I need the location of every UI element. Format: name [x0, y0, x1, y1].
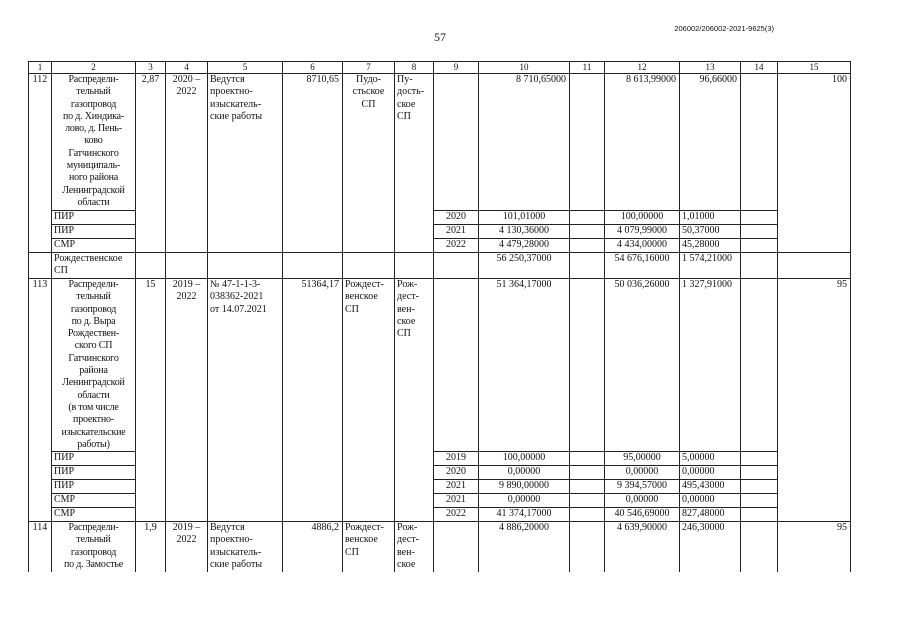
- regional-cell: 4 434,00000: [605, 239, 680, 253]
- local-cell: 1,01000: [680, 211, 741, 225]
- length-cell: 1,9: [136, 522, 166, 572]
- year-cell: 2021: [434, 480, 479, 494]
- empty-cell: [741, 466, 778, 480]
- empty-cell: [434, 253, 479, 279]
- regional-cell: 9 394,57000: [605, 480, 680, 494]
- local-cell: 0,00000: [680, 494, 741, 508]
- table-row: [29, 74, 851, 211]
- empty-cell: [208, 253, 283, 279]
- column-header: 2: [52, 62, 136, 74]
- empty-cell: [570, 466, 605, 480]
- settlement-cell: Рождест- венское СП: [343, 279, 395, 522]
- regional-cell: 95,00000: [605, 452, 680, 466]
- empty-cell: [741, 239, 778, 253]
- year-cell: 2022: [434, 508, 479, 522]
- empty-cell: [741, 480, 778, 494]
- settlement-cell: Рож- дест- вен- ское СП: [395, 279, 434, 522]
- document-code: 206002/206002-2021-9625(3): [674, 24, 774, 33]
- regional-cell: 4 079,99000: [605, 225, 680, 239]
- column-header: 6: [283, 62, 343, 74]
- stage-label: ПИР: [52, 452, 136, 466]
- regional-cell: 8 613,99000: [605, 74, 680, 211]
- year-cell: 2020: [434, 466, 479, 480]
- period-cell: 2020 – 2022: [166, 74, 208, 253]
- regional-cell: 50 036,26000: [605, 279, 680, 452]
- local-cell: 827,48000: [680, 508, 741, 522]
- readiness-cell: 95: [778, 279, 851, 522]
- column-header: 5: [208, 62, 283, 74]
- local-cell: 246,30000: [680, 522, 741, 572]
- stage-label: СМР: [52, 239, 136, 253]
- total-cell: 0,00000: [479, 494, 570, 508]
- empty-cell: [570, 253, 605, 279]
- stage-label: ПИР: [52, 480, 136, 494]
- empty-cell: [570, 480, 605, 494]
- empty-cell: [741, 279, 778, 452]
- total-cell: 56 250,37000: [479, 253, 570, 279]
- stage-label: СМР: [52, 508, 136, 522]
- local-cell: 495,43000: [680, 480, 741, 494]
- total-cell: 4 130,36000: [479, 225, 570, 239]
- year-cell: [434, 522, 479, 572]
- object-name: Распредели- тельный газопровод по д. Выра Рождествен- ского СП Гатчинского района Ленинградской области (в том числе проектно- изыскательские работы): [52, 279, 136, 452]
- cost-cell: 4886,2: [283, 522, 343, 572]
- empty-cell: [570, 225, 605, 239]
- empty-cell: [741, 253, 778, 279]
- column-header: 4: [166, 62, 208, 74]
- empty-cell: [395, 253, 434, 279]
- object-name: Распредели- тельный газопровод по д. Замостье: [52, 522, 136, 572]
- column-header: 14: [741, 62, 778, 74]
- length-cell: 2,87: [136, 74, 166, 253]
- total-cell: 4 886,20000: [479, 522, 570, 572]
- local-cell: 0,00000: [680, 466, 741, 480]
- empty-cell: [136, 253, 166, 279]
- regional-cell: 4 639,90000: [605, 522, 680, 572]
- column-header: 9: [434, 62, 479, 74]
- status-cell: Ведутся проектно- изыскатель- ские работы: [208, 74, 283, 253]
- empty-cell: [741, 522, 778, 572]
- period-cell: 2019 – 2022: [166, 279, 208, 522]
- stage-label: ПИР: [52, 211, 136, 225]
- empty-cell: [29, 253, 52, 279]
- empty-cell: [570, 279, 605, 452]
- empty-cell: [166, 253, 208, 279]
- year-cell: 2021: [434, 225, 479, 239]
- length-cell: 15: [136, 279, 166, 522]
- cost-cell: 51364,17: [283, 279, 343, 522]
- settlement-cell: Рождест- венское СП: [343, 522, 395, 572]
- local-cell: 50,37000: [680, 225, 741, 239]
- empty-cell: [741, 211, 778, 225]
- empty-cell: [343, 253, 395, 279]
- total-cell: 101,01000: [479, 211, 570, 225]
- row-number: 112: [29, 74, 52, 253]
- total-cell: 100,00000: [479, 452, 570, 466]
- year-cell: 2019: [434, 452, 479, 466]
- stage-label: ПИР: [52, 466, 136, 480]
- empty-cell: [741, 74, 778, 211]
- empty-cell: [778, 253, 851, 279]
- local-cell: 45,28000: [680, 239, 741, 253]
- status-cell: Ведутся проектно- изыскатель- ские работы: [208, 522, 283, 572]
- period-cell: 2019 – 2022: [166, 522, 208, 572]
- empty-cell: [283, 253, 343, 279]
- settlement-cell: Пу- дость- ское СП: [395, 74, 434, 253]
- regional-cell: 0,00000: [605, 466, 680, 480]
- empty-cell: [570, 494, 605, 508]
- regional-cell: 40 546,69000: [605, 508, 680, 522]
- empty-cell: [570, 74, 605, 211]
- settlement-cell: Пудо- стьское СП: [343, 74, 395, 253]
- stage-label: СМР: [52, 494, 136, 508]
- settlement-cell: Рож- дест- вен- ское: [395, 522, 434, 572]
- stage-label: ПИР: [52, 225, 136, 239]
- cost-cell: 8710,65: [283, 74, 343, 253]
- table-row: [29, 279, 851, 452]
- column-header: 7: [343, 62, 395, 74]
- year-cell: [434, 279, 479, 452]
- column-header: 13: [680, 62, 741, 74]
- year-cell: 2020: [434, 211, 479, 225]
- empty-cell: [741, 494, 778, 508]
- empty-cell: [570, 452, 605, 466]
- empty-cell: [570, 508, 605, 522]
- subtotal-label: Рождественское СП: [52, 253, 136, 279]
- empty-cell: [570, 211, 605, 225]
- column-header: 11: [570, 62, 605, 74]
- local-cell: 5,00000: [680, 452, 741, 466]
- local-cell: 1 327,91000: [680, 279, 741, 452]
- total-cell: 9 890,00000: [479, 480, 570, 494]
- regional-cell: 0,00000: [605, 494, 680, 508]
- year-cell: [434, 74, 479, 211]
- subtotal-row: [29, 253, 851, 279]
- regional-cell: 100,00000: [605, 211, 680, 225]
- total-cell: 51 364,17000: [479, 279, 570, 452]
- investment-table: [28, 61, 851, 572]
- total-cell: 8 710,65000: [479, 74, 570, 211]
- regional-cell: 54 676,16000: [605, 253, 680, 279]
- total-cell: 0,00000: [479, 466, 570, 480]
- empty-cell: [741, 508, 778, 522]
- total-cell: 4 479,28000: [479, 239, 570, 253]
- column-header: 15: [778, 62, 851, 74]
- empty-cell: [741, 225, 778, 239]
- year-cell: 2022: [434, 239, 479, 253]
- total-cell: 41 374,17000: [479, 508, 570, 522]
- page-number: 57: [434, 30, 446, 44]
- permit-cell: № 47-1-1-3- 038362-2021 от 14.07.2021: [208, 279, 283, 522]
- empty-cell: [570, 239, 605, 253]
- readiness-cell: 100: [778, 74, 851, 253]
- local-cell: 96,66000: [680, 74, 741, 211]
- readiness-cell: 95: [778, 522, 851, 572]
- table-row: [29, 522, 851, 572]
- column-header: 1: [29, 62, 52, 74]
- row-number: 114: [29, 522, 52, 572]
- column-header: 3: [136, 62, 166, 74]
- column-number-row: [29, 62, 851, 74]
- column-header: 10: [479, 62, 570, 74]
- local-cell: 1 574,21000: [680, 253, 741, 279]
- empty-cell: [741, 452, 778, 466]
- column-header: 8: [395, 62, 434, 74]
- row-number: 113: [29, 279, 52, 522]
- column-header: 12: [605, 62, 680, 74]
- object-name: Распредели- тельный газопровод по д. Хиндика- лово, д. Пень- ково Гатчинского муниципаль- ного района Ленинградской области: [52, 74, 136, 211]
- year-cell: 2021: [434, 494, 479, 508]
- empty-cell: [570, 522, 605, 572]
